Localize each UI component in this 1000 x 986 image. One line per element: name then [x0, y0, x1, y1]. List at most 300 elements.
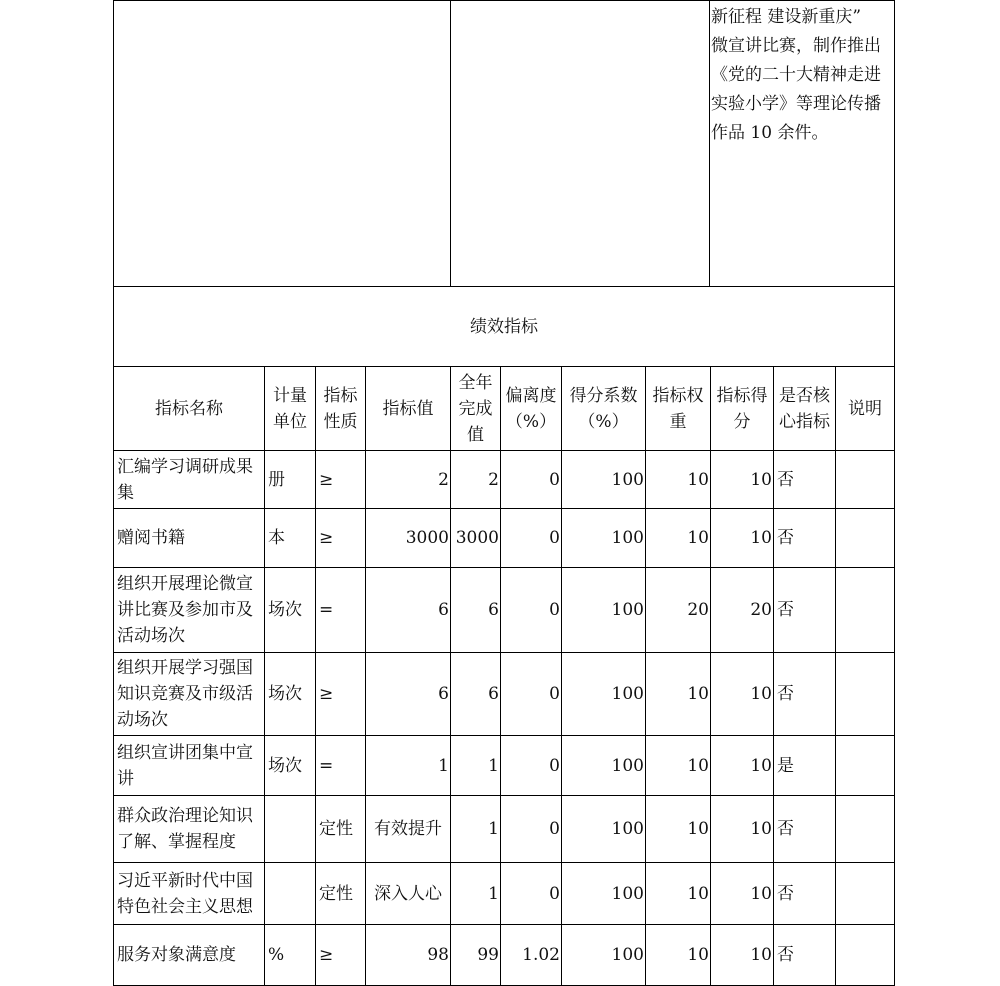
cell-score — [711, 653, 773, 735]
header-note — [836, 367, 894, 450]
cell-core — [774, 568, 835, 652]
header-score-text — [717, 383, 768, 435]
text-line: 1.02 — [522, 945, 560, 965]
cell-done-text — [488, 467, 499, 493]
cell-coef — [562, 736, 645, 795]
text-line: 6 — [438, 684, 449, 704]
text-line: 10 — [687, 945, 709, 965]
cell-value-text — [374, 816, 442, 842]
top-note-line: 作品 10 余件。 — [711, 123, 829, 143]
cell-done — [451, 568, 500, 652]
header-nature-text — [324, 383, 358, 435]
text-line: 10 — [687, 528, 709, 548]
text-line: 分 — [733, 411, 751, 432]
cell-core — [774, 863, 835, 924]
text-line: 100 — [611, 755, 644, 776]
cell-score-text — [750, 816, 772, 842]
cell-done-text — [488, 753, 499, 779]
cell-nature-text — [319, 881, 353, 907]
cell-nature-text — [319, 753, 333, 779]
text-line: 重 — [669, 411, 687, 432]
text-line: 指标值 — [382, 398, 434, 419]
cell-dev — [501, 796, 561, 862]
text-line: 指标得 — [716, 385, 768, 406]
cell-done — [451, 863, 500, 924]
text-line: 0 — [549, 528, 560, 548]
cell-name-text — [117, 803, 253, 855]
cell-dev-text — [522, 942, 560, 968]
cell-score-text — [750, 525, 772, 551]
top-divider-1 — [450, 0, 451, 287]
cell-unit-text — [268, 597, 302, 623]
header-weight-text — [653, 383, 704, 435]
cell-dev-text — [549, 525, 560, 551]
cell-score-text — [750, 881, 772, 907]
cell-value-text — [438, 753, 449, 779]
text-line: 0 — [549, 755, 560, 776]
cell-done — [451, 796, 500, 862]
cell-dev — [501, 653, 561, 735]
text-line: 0 — [549, 600, 560, 620]
cell-value-text — [427, 942, 449, 968]
cell-done — [451, 925, 500, 985]
text-line: 3000 — [405, 528, 449, 548]
cell-unit — [265, 736, 315, 795]
top-note-line: 《党的二十大精神走进 — [711, 65, 881, 85]
cell-nature-text — [319, 525, 333, 551]
header-unit-text — [273, 383, 307, 435]
cell-name-text — [117, 740, 253, 792]
cell-weight — [646, 925, 710, 985]
cell-weight — [646, 863, 710, 924]
header-value — [366, 367, 450, 450]
cell-name-text — [117, 868, 253, 920]
text-line: 100 — [611, 528, 644, 548]
text-line: 10 — [750, 945, 772, 965]
text-line: 单位 — [273, 411, 307, 432]
text-line: 场次 — [268, 684, 302, 704]
cell-dev — [501, 863, 561, 924]
cell-coef-text — [612, 881, 644, 907]
text-line: % — [268, 945, 285, 965]
cell-score — [711, 796, 773, 862]
text-line: 否 — [777, 945, 794, 965]
cell-weight — [646, 509, 710, 567]
cell-nature-text — [319, 942, 333, 968]
cell-name — [114, 568, 264, 652]
cell-coef — [562, 509, 645, 567]
cell-nature-text — [319, 816, 353, 842]
cell-core — [774, 509, 835, 567]
cell-value-text — [438, 597, 449, 623]
cell-note — [836, 863, 894, 924]
text-line: ≥ — [319, 684, 334, 704]
cell-nature — [316, 863, 365, 924]
header-note-text — [848, 396, 882, 422]
cell-unit — [265, 653, 315, 735]
cell-core — [774, 736, 835, 795]
cell-done-text — [488, 597, 499, 623]
text-line: 100 — [611, 945, 644, 965]
cell-score-text — [750, 681, 772, 707]
cell-coef-text — [612, 942, 644, 968]
header-score — [711, 367, 773, 450]
cell-value-text — [438, 681, 449, 707]
cell-score — [711, 736, 773, 795]
cell-name-text — [117, 571, 253, 649]
cell-nature — [316, 451, 365, 508]
cell-weight — [646, 451, 710, 508]
header-name — [114, 367, 264, 450]
text-line: 组织开展理论微宣 — [117, 574, 253, 594]
header-coef-text — [570, 383, 638, 435]
cell-value — [366, 451, 450, 508]
top-divider-2 — [709, 0, 710, 287]
text-line: 本 — [268, 528, 285, 548]
cell-core-text — [777, 816, 794, 842]
cell-dev — [501, 925, 561, 985]
cell-value — [366, 736, 450, 795]
cell-note — [836, 451, 894, 508]
text-line: 1 — [438, 755, 449, 776]
cell-unit — [265, 796, 315, 862]
cell-core — [774, 925, 835, 985]
cell-value — [366, 796, 450, 862]
text-line: 10 — [687, 469, 709, 490]
cell-weight-text — [687, 597, 709, 623]
cell-value — [366, 925, 450, 985]
cell-done-text — [488, 816, 499, 842]
text-line: = — [319, 600, 334, 620]
cell-value-text — [406, 525, 449, 551]
cell-nature — [316, 925, 365, 985]
cell-name — [114, 509, 264, 567]
text-line: 否 — [777, 883, 794, 904]
top-note-line: 实验小学》等理论传播 — [711, 94, 881, 114]
cell-weight-text — [687, 942, 709, 968]
cell-note — [836, 796, 894, 862]
cell-score-text — [750, 942, 772, 968]
text-line: 性质 — [323, 411, 358, 432]
cell-dev-text — [549, 881, 560, 907]
cell-unit-text — [268, 753, 302, 779]
text-line: 100 — [611, 883, 644, 904]
text-line: 汇编学习调研成果 — [117, 456, 253, 477]
text-line: 10 — [750, 469, 772, 490]
text-line: 1 — [488, 819, 499, 839]
cell-note — [836, 925, 894, 985]
cell-coef-text — [612, 816, 644, 842]
cell-score — [711, 925, 773, 985]
text-line: 6 — [488, 600, 499, 620]
section-title: 绩效指标 — [470, 316, 538, 337]
cell-score — [711, 509, 773, 567]
text-line: 册 — [268, 469, 285, 490]
cell-done-text — [456, 525, 499, 551]
text-line: 习近平新时代中国 — [117, 870, 253, 891]
cell-core-text — [777, 681, 794, 707]
cell-nature — [316, 509, 365, 567]
cell-weight-text — [687, 681, 709, 707]
cell-name-text — [117, 525, 185, 551]
cell-coef — [562, 451, 645, 508]
cell-dev — [501, 568, 561, 652]
text-line: ≥ — [319, 469, 334, 490]
cell-dev — [501, 451, 561, 508]
text-line: 活动场次 — [117, 626, 185, 646]
text-line: 深入人心 — [374, 883, 442, 904]
text-line: 组织开展学习强国 — [117, 658, 253, 678]
cell-unit — [265, 568, 315, 652]
text-line: 心指标 — [779, 411, 830, 432]
cell-coef — [562, 568, 645, 652]
cell-weight-text — [687, 525, 709, 551]
cell-name — [114, 863, 264, 924]
cell-core-text — [777, 942, 794, 968]
cell-score-text — [750, 597, 772, 623]
text-line: 有效提升 — [374, 819, 442, 839]
text-line: 100 — [611, 819, 644, 839]
cell-unit-text — [268, 525, 285, 551]
cell-unit-text — [268, 942, 284, 968]
text-line: 20 — [750, 600, 772, 620]
cell-value — [366, 653, 450, 735]
text-line: 值 — [467, 424, 484, 445]
text-line: 定性 — [319, 819, 353, 839]
cell-unit — [265, 451, 315, 508]
text-line: 10 — [750, 755, 772, 776]
cell-nature-text — [319, 681, 333, 707]
cell-weight-text — [687, 816, 709, 842]
cell-dev-text — [549, 597, 560, 623]
top-note-line: 新征程 建设新重庆” — [711, 7, 862, 27]
cell-value-text — [438, 467, 449, 493]
cell-core-text — [777, 525, 794, 551]
text-line: 20 — [687, 600, 709, 620]
cell-done — [451, 509, 500, 567]
text-line: 动场次 — [117, 710, 168, 730]
cell-core-text — [777, 467, 794, 493]
header-unit — [265, 367, 315, 450]
cell-weight — [646, 568, 710, 652]
cell-weight-text — [687, 881, 709, 907]
cell-weight — [646, 796, 710, 862]
text-line: 完成 — [458, 398, 493, 419]
cell-dev-text — [549, 681, 560, 707]
text-line: = — [319, 755, 334, 776]
top-border — [113, 0, 895, 1]
cell-note — [836, 736, 894, 795]
text-line: 群众政治理论知识 — [117, 806, 253, 826]
text-line: 10 — [687, 755, 709, 776]
cell-core — [774, 653, 835, 735]
cell-nature-text — [319, 467, 333, 493]
text-line: 集 — [117, 482, 134, 503]
text-line: 6 — [488, 684, 499, 704]
cell-unit — [265, 863, 315, 924]
cell-weight-text — [687, 467, 709, 493]
cell-nature — [316, 568, 365, 652]
cell-coef-text — [612, 525, 644, 551]
text-line: 指标 — [323, 385, 358, 406]
text-line: 0 — [549, 469, 560, 490]
cell-weight — [646, 653, 710, 735]
cell-done — [451, 451, 500, 508]
cell-done-text — [488, 881, 499, 907]
header-name-text — [155, 396, 223, 422]
cell-nature — [316, 736, 365, 795]
text-line: 2 — [488, 469, 499, 490]
header-done — [451, 367, 500, 450]
cell-dev — [501, 736, 561, 795]
cell-unit — [265, 509, 315, 567]
cell-note — [836, 653, 894, 735]
cell-note — [836, 509, 894, 567]
text-line: 0 — [549, 684, 560, 704]
text-line: 场次 — [268, 600, 302, 620]
text-line: 全年 — [458, 372, 493, 393]
cell-done-text — [477, 942, 499, 968]
cell-coef-text — [612, 681, 644, 707]
cell-dev — [501, 509, 561, 567]
text-line: ≥ — [319, 945, 334, 965]
header-nature — [316, 367, 365, 450]
text-line: 100 — [611, 600, 644, 620]
text-line: 10 — [687, 883, 709, 904]
header-core — [774, 367, 835, 450]
header-weight — [646, 367, 710, 450]
cell-unit — [265, 925, 315, 985]
text-line: 6 — [438, 600, 449, 620]
text-line: 10 — [750, 684, 772, 704]
cell-core — [774, 451, 835, 508]
cell-score-text — [750, 467, 772, 493]
cell-dev-text — [549, 816, 560, 842]
text-line: 讲比赛及参加市及 — [117, 600, 253, 620]
cell-name-text — [117, 942, 236, 968]
text-line: 得分系数 — [569, 385, 638, 406]
cell-coef — [562, 863, 645, 924]
text-line: 服务对象满意度 — [117, 945, 236, 965]
cell-done — [451, 736, 500, 795]
cell-coef — [562, 796, 645, 862]
text-line: 指标名称 — [155, 398, 223, 419]
cell-name — [114, 653, 264, 735]
header-dev — [501, 367, 561, 450]
text-line: 场次 — [268, 755, 302, 776]
cell-coef-text — [612, 753, 644, 779]
cell-unit-text — [268, 467, 285, 493]
cell-core-text — [777, 753, 794, 779]
text-line: 组织宣讲团集中宣 — [117, 742, 253, 763]
header-dev-text — [506, 383, 557, 435]
text-line: 2 — [438, 469, 449, 490]
cell-name-text — [117, 454, 253, 506]
cell-value — [366, 509, 450, 567]
cell-value — [366, 568, 450, 652]
cell-value-text — [374, 881, 442, 907]
cell-note — [836, 568, 894, 652]
cell-coef-text — [612, 467, 644, 493]
text-line: 否 — [777, 600, 794, 620]
text-line: 讲 — [117, 768, 134, 789]
cell-score — [711, 451, 773, 508]
cell-nature — [316, 653, 365, 735]
cell-coef — [562, 925, 645, 985]
top-note-text — [711, 3, 897, 148]
text-line: 否 — [777, 469, 794, 490]
cell-name-text — [117, 655, 253, 733]
cell-dev-text — [549, 467, 560, 493]
text-line: 10 — [750, 819, 772, 839]
cell-core-text — [777, 597, 794, 623]
text-line: 10 — [687, 819, 709, 839]
cell-name — [114, 796, 264, 862]
cell-weight — [646, 736, 710, 795]
cell-name — [114, 925, 264, 985]
cell-score — [711, 863, 773, 924]
text-line: （%） — [578, 411, 629, 432]
top-note-line: 微宣讲比赛，制作推出 — [711, 36, 881, 56]
text-line: 98 — [427, 945, 449, 965]
text-line: 特色社会主义思想 — [117, 896, 253, 917]
text-line: 否 — [777, 684, 794, 704]
cell-core — [774, 796, 835, 862]
text-line: 计量 — [273, 385, 307, 406]
text-line: 100 — [611, 469, 644, 490]
text-line: 说明 — [848, 398, 882, 419]
cell-score — [711, 568, 773, 652]
text-line: （%） — [505, 411, 557, 432]
header-done-text — [459, 370, 493, 448]
cell-name — [114, 451, 264, 508]
cell-dev-text — [549, 753, 560, 779]
cell-coef — [562, 653, 645, 735]
text-line: 赠阅书籍 — [117, 528, 185, 548]
text-line: 偏离度 — [505, 385, 557, 406]
cell-core-text — [777, 881, 794, 907]
header-value-text — [383, 396, 434, 422]
header-coef — [562, 367, 645, 450]
text-line: 否 — [777, 528, 794, 548]
text-line: 10 — [750, 528, 772, 548]
text-line: 了解、掌握程度 — [117, 832, 236, 852]
text-line: 3000 — [455, 528, 499, 548]
cell-value — [366, 863, 450, 924]
text-line: 是 — [777, 755, 794, 776]
text-line: 否 — [777, 819, 794, 839]
text-line: 是否核 — [779, 385, 830, 406]
text-line: 1 — [488, 755, 499, 776]
cell-done — [451, 653, 500, 735]
cell-nature — [316, 796, 365, 862]
text-line: 10 — [687, 684, 709, 704]
cell-score-text — [750, 753, 772, 779]
cell-nature-text — [319, 597, 333, 623]
text-line: 100 — [611, 684, 644, 704]
cell-unit-text — [268, 681, 302, 707]
text-line: 10 — [750, 883, 772, 904]
text-line: 1 — [488, 883, 499, 904]
cell-coef-text — [612, 597, 644, 623]
text-line: 0 — [549, 883, 560, 904]
text-line: 99 — [477, 945, 499, 965]
cell-name — [114, 736, 264, 795]
cell-weight-text — [687, 753, 709, 779]
text-line: ≥ — [319, 528, 334, 548]
text-line: 指标权 — [652, 385, 704, 406]
cell-done-text — [488, 681, 499, 707]
